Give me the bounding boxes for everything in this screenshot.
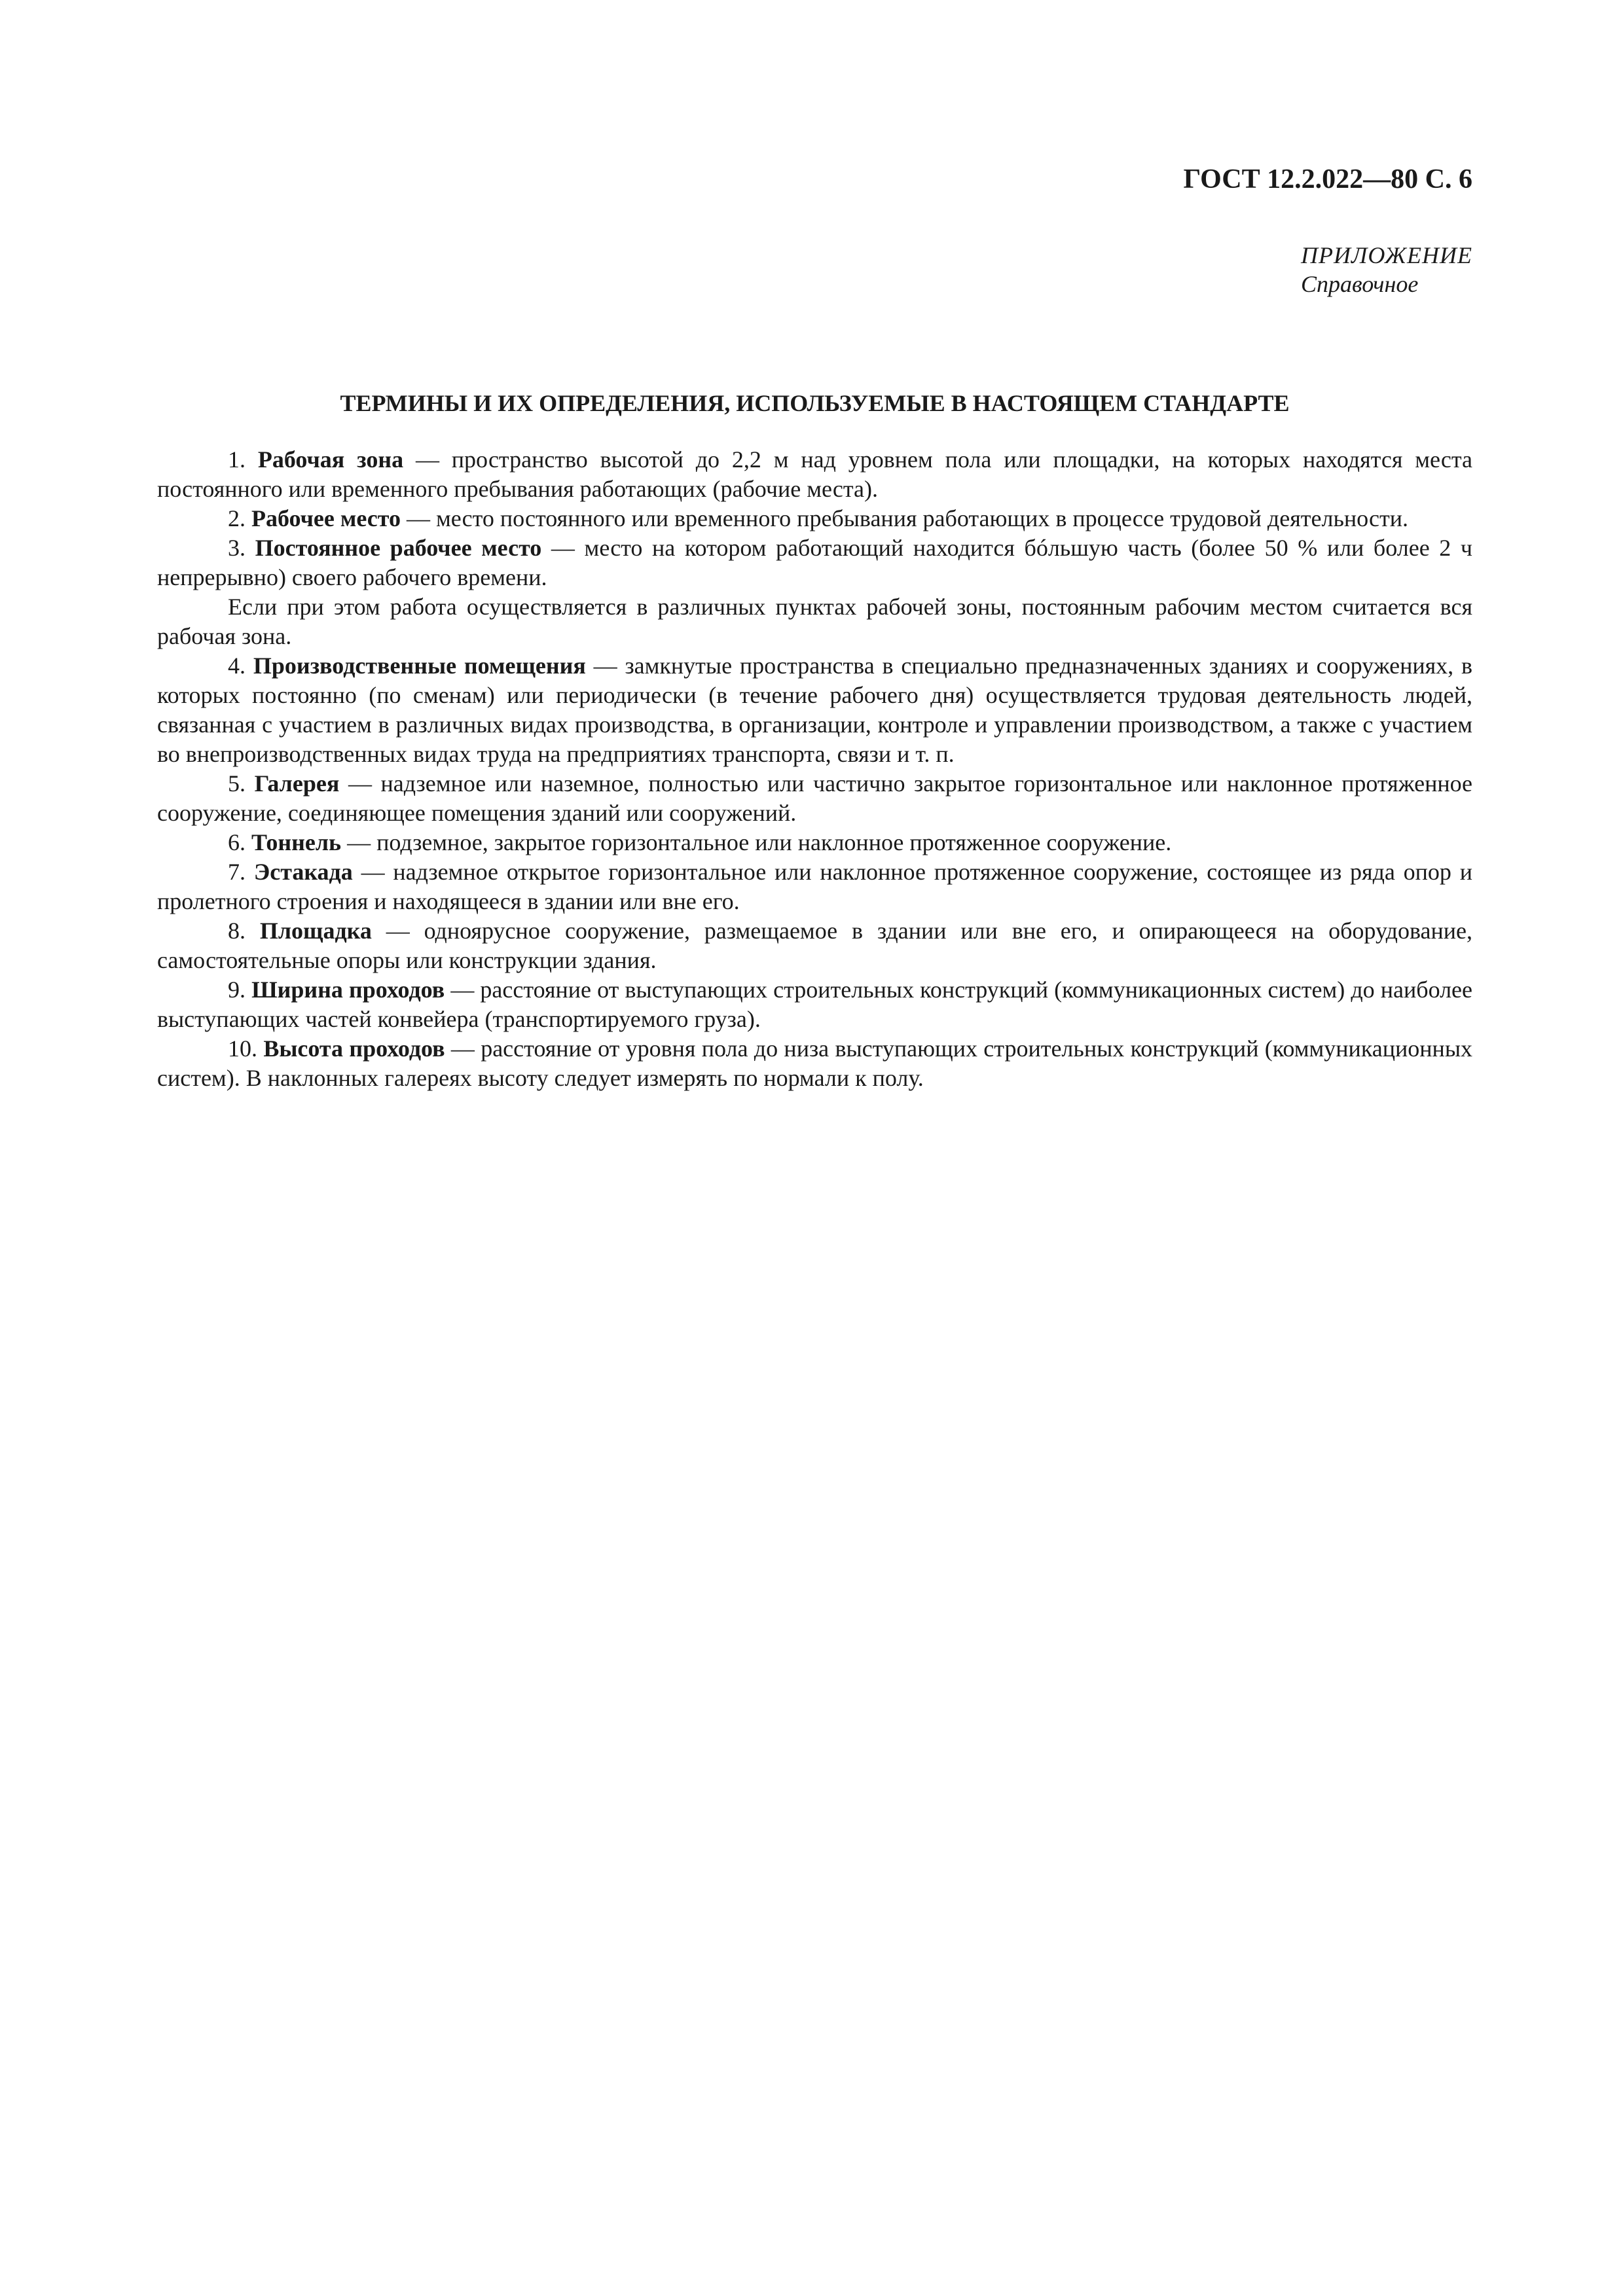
- definition-term: Производственные помещения: [253, 653, 586, 679]
- definition-item: [157, 975, 1472, 1034]
- appendix-block: [1301, 241, 1472, 298]
- definitions-list: [157, 445, 1472, 1093]
- definition-text: — подземное, закрытое горизонтальное или наклонное протяженное сооружение.: [347, 829, 1172, 855]
- definition-item: [157, 916, 1472, 975]
- definition-term: Постоянное рабочее место: [255, 535, 542, 561]
- definition-number: 5.: [228, 770, 246, 797]
- definition-text: — одноярусное сооружение, размещаемое в здании или вне его, и опирающееся на оборудование, самостоятельные опоры или конструкции здания.: [157, 918, 1472, 973]
- section-title: ТЕРМИНЫ И ИХ ОПРЕДЕЛЕНИЯ, ИСПОЛЬЗУЕМЫЕ В НАСТОЯЩЕМ СТАНДАРТЕ: [340, 390, 1290, 416]
- page-header-doc-ref: ГОСТ 12.2.022—80 С. 6: [1183, 164, 1472, 194]
- definition-number: 9.: [228, 977, 246, 1003]
- definition-number: 7.: [228, 859, 246, 885]
- definition-text: — расстояние от уровня пола до низа выступающих строительных конструкций (коммуникационных систем). В наклонных галереях высоту следует измерять по нормали к полу.: [157, 1035, 1473, 1091]
- definition-text: — замкнутые пространства в специально предназначенных зданиях и сооружениях, в которых постоянно (по сменам) или периодически (в течение рабочего дня) осуществляется трудовая деятельность людей, связанная с участием в различных видах производства, в организации, контроле и управлении производством, а также с участием во внепроизводственных видах труда на предприятиях транспорта, связи и т. п.: [157, 653, 1472, 767]
- definition-text: — надземное или наземное, полностью или частично закрытое горизонтальное или наклонное протяженное сооружение, соединяющее помещения зданий или сооружений.: [157, 770, 1473, 826]
- definition-number: 6.: [228, 829, 246, 855]
- definition-text: — место на котором работающий находится бóльшую часть (более 50 % или более 2 ч непрерывно) своего рабочего времени.: [157, 535, 1473, 590]
- definition-text: — место постоянного или временного пребывания работающих в процессе трудовой деятельности.: [406, 505, 1409, 531]
- appendix-label: ПРИЛОЖЕНИЕ: [1301, 242, 1472, 268]
- definition-term: Рабочее место: [251, 505, 401, 531]
- definition-item: [157, 857, 1472, 916]
- definition-item: [157, 1034, 1472, 1093]
- definition-term: Эстакада: [253, 859, 353, 885]
- definition-number: 1.: [228, 446, 246, 473]
- definition-term: Ширина проходов: [251, 977, 445, 1003]
- definition-text: — пространство высотой до 2,2 м над уровнем пола или площадки, на которых находятся места постоянного или временного пребывания работающих (рабочие места).: [157, 446, 1473, 502]
- definition-text: — надземное открытое горизонтальное или наклонное протяженное сооружение, состоящее из ряда опор и пролетного строения и находящееся в здании или вне его.: [157, 859, 1473, 914]
- definition-number: 8.: [228, 918, 246, 944]
- definition-number: 10.: [228, 1035, 257, 1062]
- definition-item: [157, 445, 1472, 504]
- definition-term: Площадка: [259, 918, 372, 944]
- definition-term: Тоннель: [251, 829, 342, 855]
- definition-term: Высота проходов: [263, 1035, 445, 1062]
- definition-note: [157, 592, 1472, 651]
- definition-number: 3.: [228, 535, 246, 561]
- definition-item: [157, 504, 1472, 533]
- definition-term: Галерея: [254, 770, 340, 797]
- definition-text: — расстояние от выступающих строительных конструкций (коммуникационных систем) до наиболее выступающих частей конвейера (транспортируемого груза).: [157, 977, 1473, 1032]
- definition-item: [157, 533, 1472, 592]
- definition-item: [157, 769, 1472, 828]
- appendix-kind: Справочное: [1301, 271, 1419, 297]
- definition-item: [157, 651, 1472, 769]
- definition-number: 4.: [228, 653, 246, 679]
- definition-term: Рабочая зона: [257, 446, 404, 473]
- definition-number: 2.: [228, 505, 246, 531]
- definition-item: [157, 828, 1472, 857]
- definition-note-text: Если при этом работа осуществляется в различных пунктах рабочей зоны, постоянным рабочим местом считается вся рабочая зона.: [157, 594, 1472, 649]
